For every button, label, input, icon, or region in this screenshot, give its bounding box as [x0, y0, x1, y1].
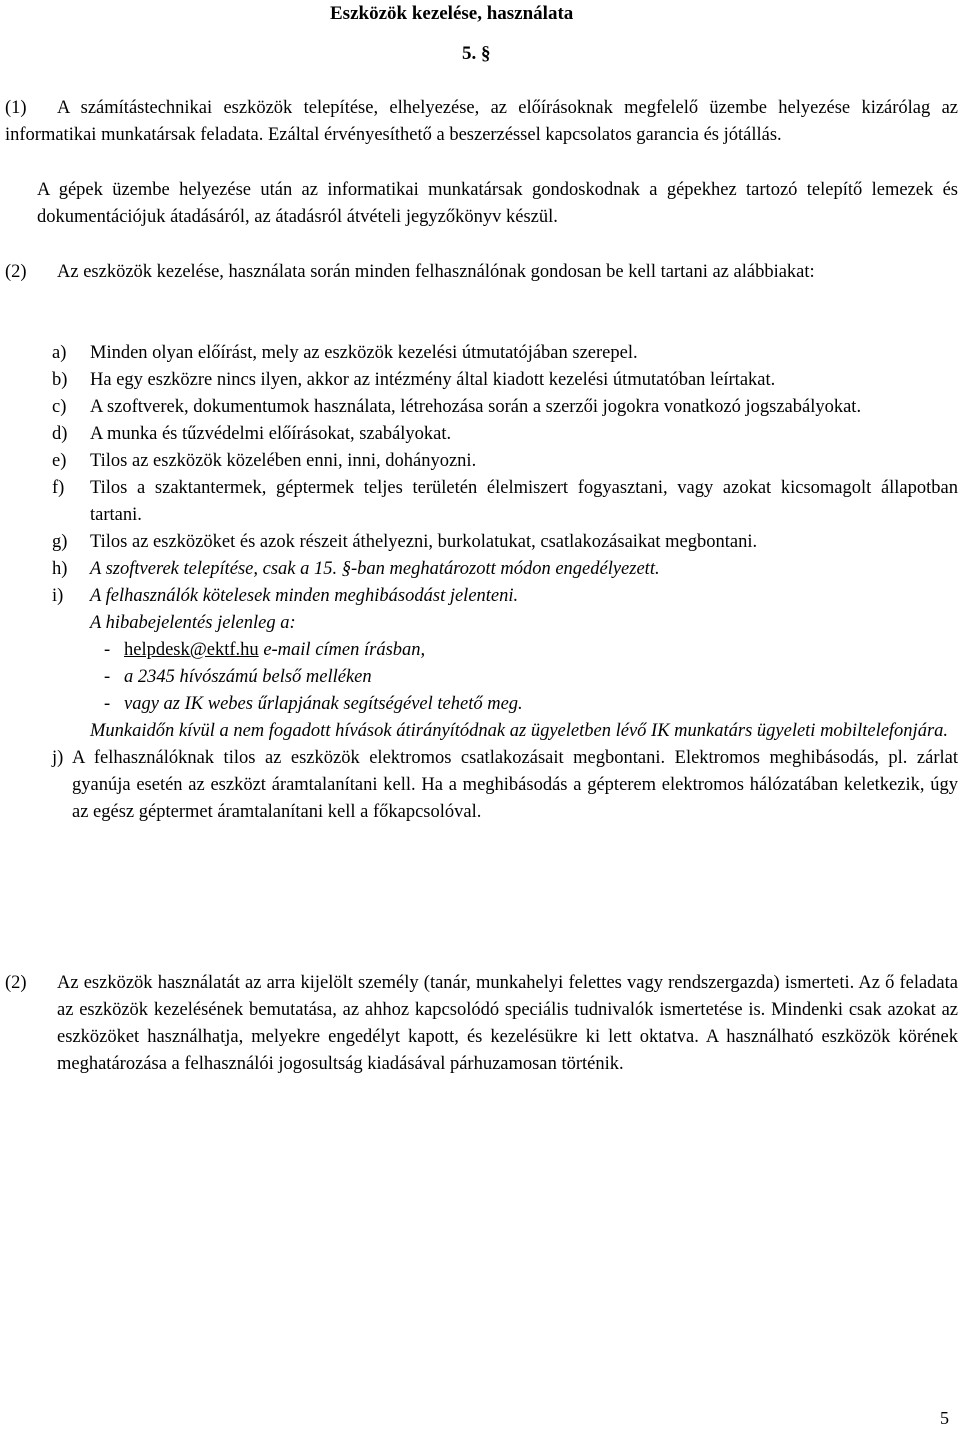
list-item-label: g): [52, 532, 68, 552]
list-item: [52, 583, 958, 610]
list-item-label: b): [52, 370, 68, 390]
report-option-webform: - vagy az IK webes űrlapjának segítségével tehető meg.: [104, 694, 523, 714]
report-option-phone: - a 2345 hívószámú belső melléken: [104, 667, 372, 687]
document-title: Eszközök kezelése, használata: [330, 3, 574, 24]
paragraph-3: [5, 970, 958, 1078]
list-item-text: A felhasználók kötelesek minden meghibásodást jelenteni.: [90, 586, 519, 606]
report-option-phone-text: a 2345 hívószámú belső melléken: [124, 667, 372, 687]
list-item: [52, 421, 958, 448]
list-item: [52, 448, 958, 475]
list-item: [52, 529, 958, 556]
report-option-email-text: e-mail címen írásban,: [258, 640, 426, 660]
list-item-label: e): [52, 451, 67, 471]
list-item-label: h): [52, 559, 68, 579]
list-item-text: Tilos az eszközöket és azok részeit áthelyezni, burkolatukat, csatlakozásaikat megbontani.: [90, 532, 758, 552]
paragraph-number: (1): [5, 98, 27, 118]
list-item-label: f): [52, 478, 65, 498]
rules-list: [52, 340, 958, 826]
list-item-text: Ha egy eszközre nincs ilyen, akkor az intézmény által kiadott kezelési útmutatóban leírtakat.: [90, 370, 776, 390]
paragraph-2: [5, 259, 958, 286]
list-item: [52, 367, 958, 394]
paragraph-number: (2): [5, 262, 27, 282]
list-item: [52, 340, 958, 367]
paragraph-1-continuation: A gépek üzembe helyezése után az informatikai munkatársak gondoskodnak a gépekhez tartozó telepítő lemezek és dokumentációjuk átadásáról, az átadásról átvételi jegyzőkönyv készül.: [37, 180, 958, 227]
list-item: [52, 394, 958, 421]
list-item-label: j): [52, 748, 64, 768]
list-item-text: A szoftverek telepítése, csak a 15. §-ban meghatározott módon engedélyezett.: [90, 559, 660, 579]
section-heading: 5. §: [462, 43, 491, 64]
helpdesk-email-link[interactable]: helpdesk@ektf.hu: [124, 640, 259, 660]
report-option-email: - helpdesk@ektf.hu e-mail címen írásban,: [104, 640, 426, 660]
list-item-text: Tilos az eszközök közelében enni, inni, dohányozni.: [90, 451, 477, 471]
paragraph-3-text: Az eszközök használatát az arra kijelölt személy (tanár, munkahelyi felettes vagy rendszergazda) ismerteti. Az ő feladata az eszközök kezelésének bemutatása, az ahhoz kapcsolódó speciális tudnivalók ismertetése is. Mindenki csak azokat az eszközöket használhatja, melyekre engedélyt kapott, és kezelésükre ki lett oktatva. A használható eszközök körének meghatározása a felhasználói jogosultság kiadásával párhuzamosan történik.: [57, 973, 958, 1074]
list-item-label: i): [52, 586, 64, 606]
paragraph-number: (2): [5, 973, 27, 993]
list-item-label: c): [52, 397, 67, 417]
list-item: [52, 745, 958, 826]
page-number: 5: [940, 1408, 949, 1428]
list-item-text: A munka és tűzvédelmi előírásokat, szabályokat.: [90, 424, 452, 444]
after-hours-note: Munkaidőn kívül a nem fogadott hívások átirányítódnak az ügyeletben lévő IK munkatárs ügyeleti mobiltelefonjára.: [90, 721, 949, 741]
list-item-text: Tilos a szaktantermek, géptermek teljes területén élelmiszert fogyasztani, vagy azokat kicsomagolt állapotban tartani.: [90, 478, 958, 525]
paragraph-1: [5, 95, 958, 149]
list-item: [52, 556, 958, 583]
paragraph-2-text: Az eszközök kezelése, használata során minden felhasználónak gondosan be kell tartani az alábbiakat:: [57, 262, 815, 282]
list-item-label: a): [52, 343, 67, 363]
list-item-label: d): [52, 424, 68, 444]
report-intro: A hibabejelentés jelenleg a:: [90, 613, 296, 633]
report-option-webform-text: vagy az IK webes űrlapjának segítségével tehető meg.: [124, 694, 523, 714]
list-item-text: Minden olyan előírást, mely az eszközök kezelési útmutatójában szerepel.: [90, 343, 638, 363]
list-item-text: A felhasználóknak tilos az eszközök elektromos csatlakozásait megbontani. Elektromos meghibásodás, pl. zárlat gyanúja esetén az eszközt áramtalanítani kell. Ha a meghibásodás a gépterem elektromos hálózatában keletkezik, úgy az egész géptermet áramtalanítani kell a főkapcsolóval.: [72, 748, 958, 822]
list-item: [52, 475, 958, 529]
list-item-text: A szoftverek, dokumentumok használata, létrehozása során a szerzői jogokra vonatkozó jogszabályokat.: [90, 397, 862, 417]
paragraph-1-text: A számítástechnikai eszközök telepítése, elhelyezése, az előírásoknak megfelelő üzembe helyezése kizárólag az informatikai munkatársak feladata. Ezáltal érvényesíthető a beszerzéssel kapcsolatos garancia és jótállás.: [5, 98, 958, 145]
